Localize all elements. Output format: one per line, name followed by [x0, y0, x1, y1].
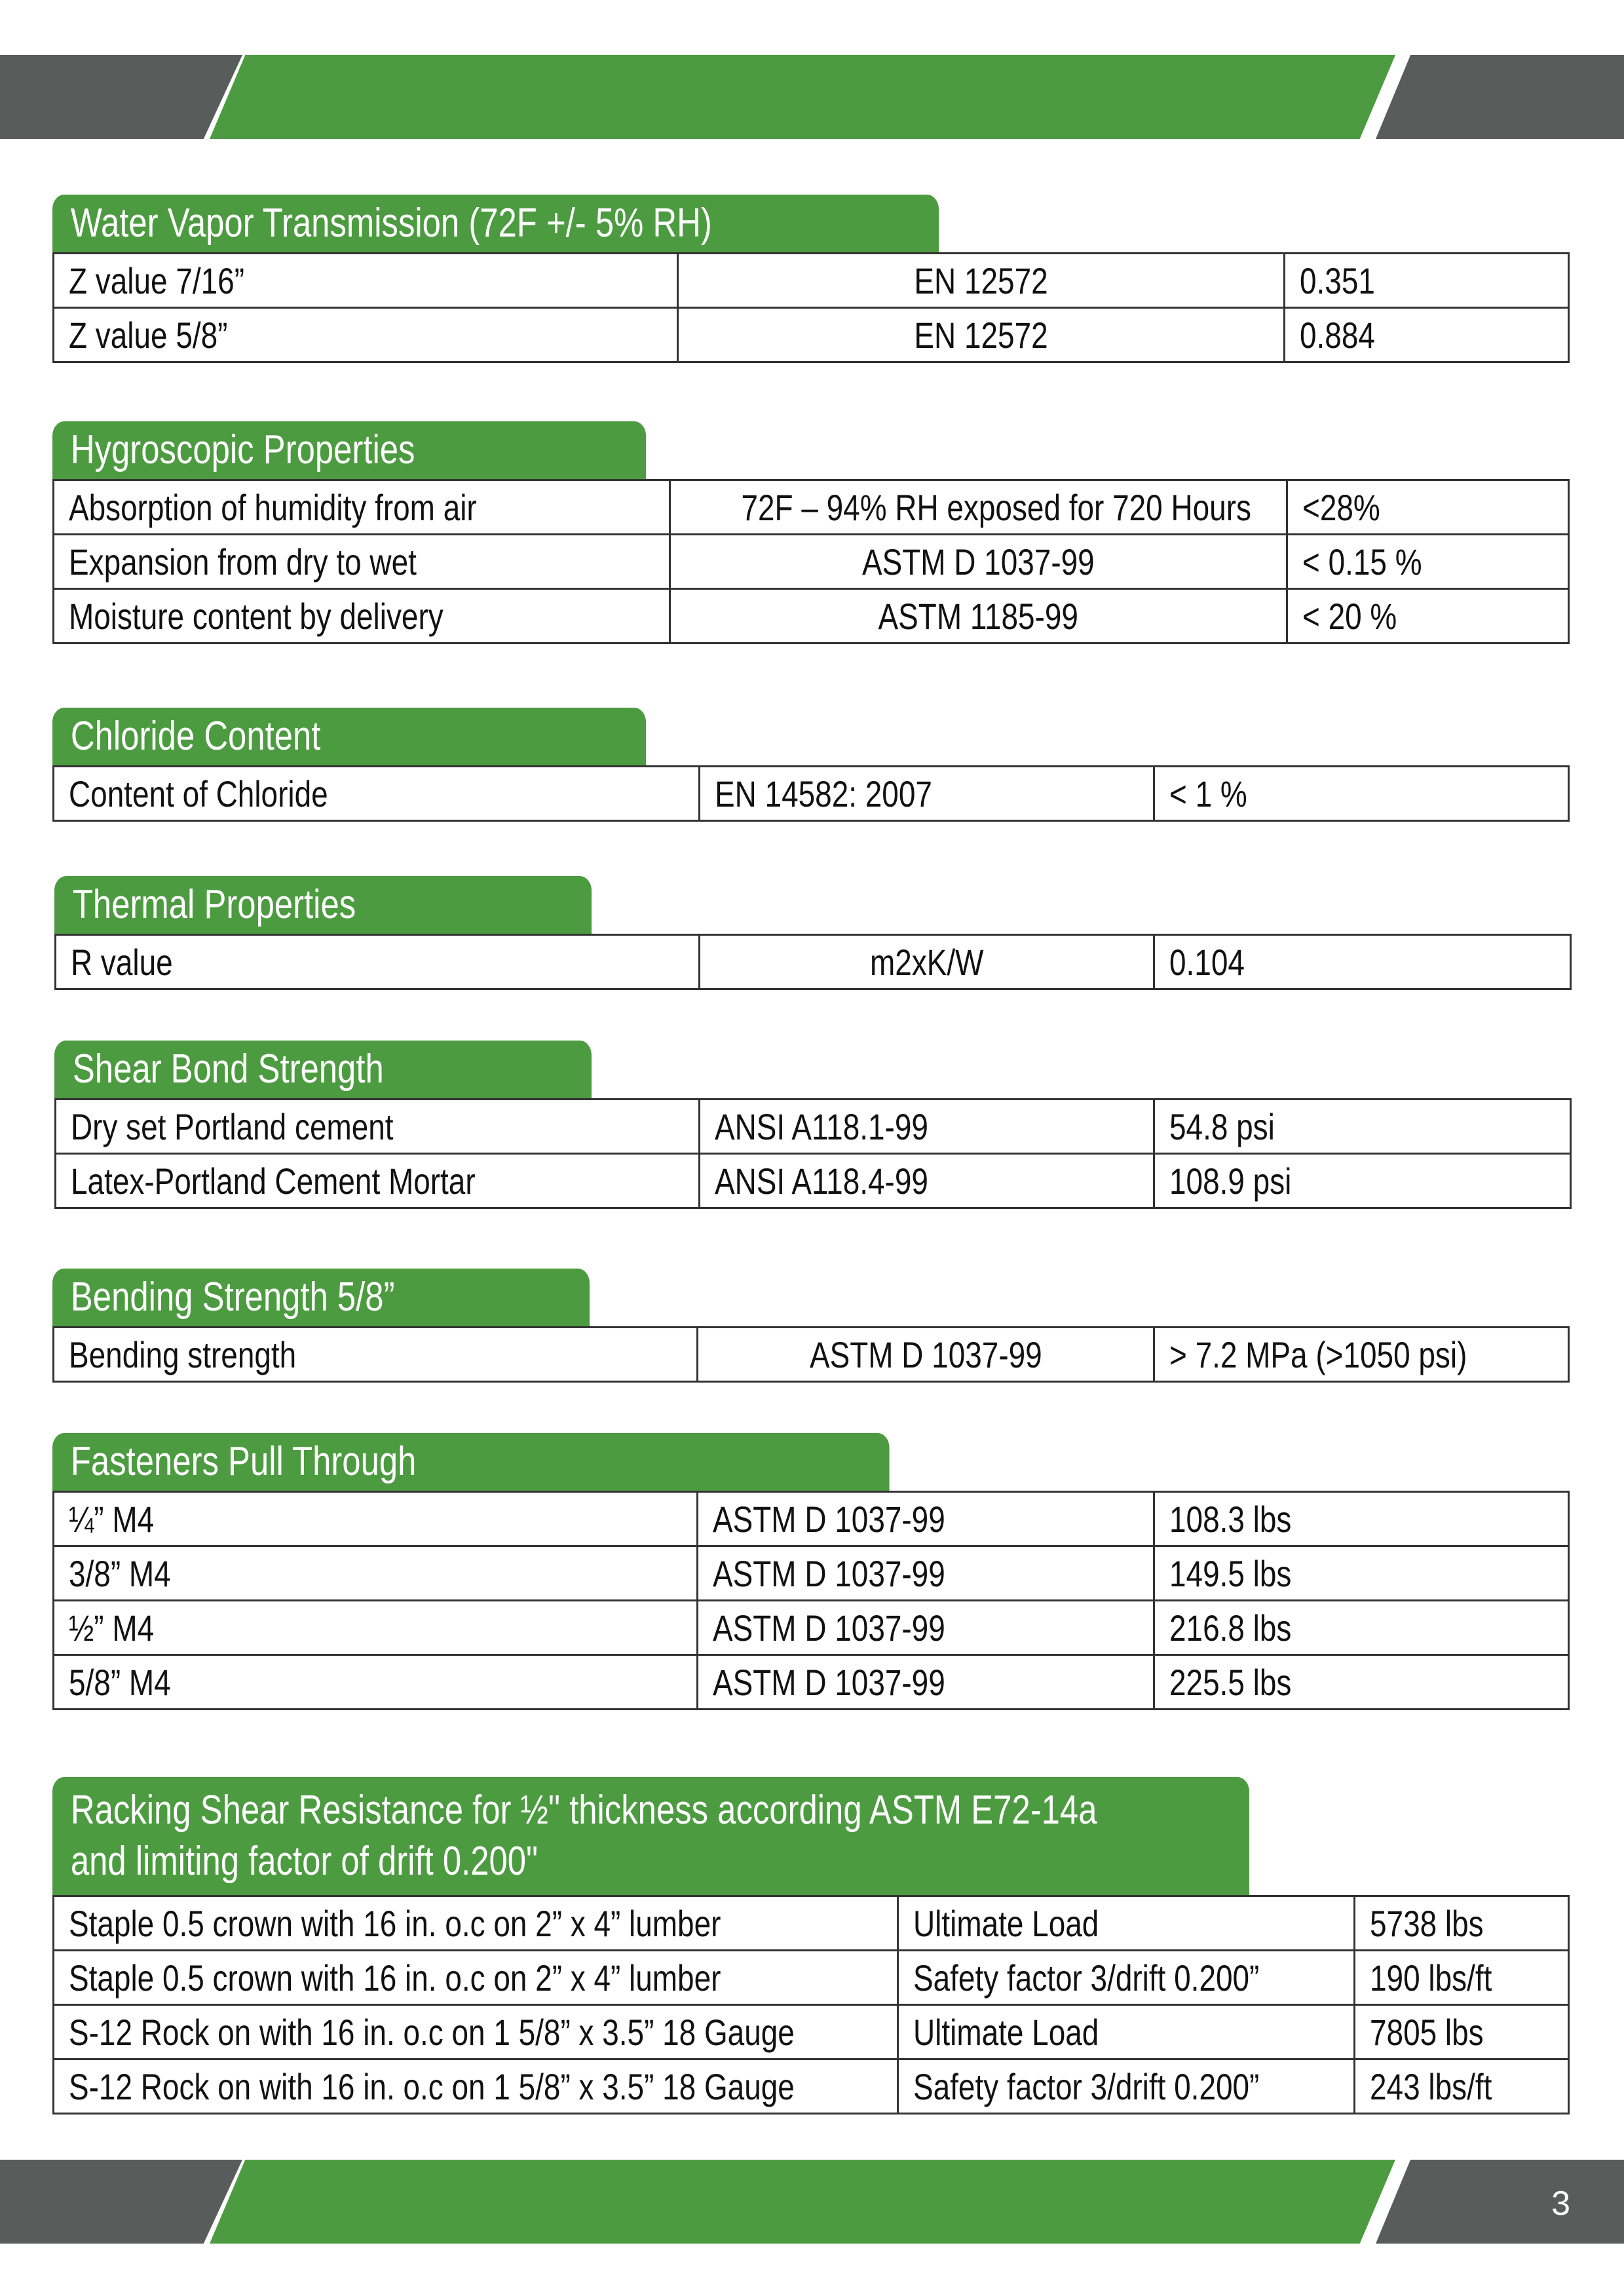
footer-band	[0, 2160, 1624, 2244]
table-row: ¼” M4 ASTM D 1037-99 108.3 lbs	[54, 1492, 1569, 1546]
footer-band-center	[210, 2160, 1395, 2244]
table-row: ½” M4 ASTM D 1037-99 216.8 lbs	[54, 1601, 1569, 1655]
section-fasteners	[52, 1433, 1568, 1710]
table-row: Absorption of humidity from air 72F – 94% RH exposed for 720 Hours <28%	[54, 480, 1569, 535]
section-title: Bending Strength 5/8”	[52, 1269, 590, 1326]
section-title: Thermal Properties	[54, 876, 592, 934]
water-vapor-table	[52, 252, 1570, 363]
table-row: Z value 5/8” EN 12572 0.884	[54, 308, 1569, 362]
table-row: 5/8” M4 ASTM D 1037-99 225.5 lbs	[54, 1655, 1569, 1710]
chloride-table	[52, 765, 1570, 822]
section-title: Water Vapor Transmission (72F +/- 5% RH)	[52, 195, 939, 252]
table-row: Expansion from dry to wet ASTM D 1037-99 < 0.15 %	[54, 535, 1569, 589]
footer-band-right	[1376, 2160, 1624, 2244]
table-row: Content of Chloride EN 14582: 2007 < 1 %	[54, 767, 1569, 821]
footer-band-left	[0, 2160, 242, 2244]
table-row: R value m2xK/W 0.104	[56, 935, 1571, 989]
page-number: 3	[1551, 2185, 1570, 2223]
table-row: Staple 0.5 crown with 16 in. o.c on 2” x 4” lumber Ultimate Load 5738 lbs	[54, 1896, 1569, 1951]
section-chloride	[52, 708, 1568, 822]
table-row: S-12 Rock on with 16 in. o.c on 1 5/8” x 3.5” 18 Gauge Ultimate Load 7805 lbs	[54, 2005, 1569, 2059]
section-water-vapor	[52, 195, 1568, 363]
section-title-line-1: Racking Shear Resistance for ½" thickness according ASTM E72-14a	[70, 1788, 1097, 1833]
thermal-table	[54, 934, 1572, 990]
table-row: Staple 0.5 crown with 16 in. o.c on 2” x 4” lumber Safety factor 3/drift 0.200” 190 lbs/ft	[54, 1951, 1569, 2005]
section-racking	[52, 1777, 1568, 2114]
header-band-center	[210, 55, 1395, 139]
fasteners-table	[52, 1491, 1570, 1710]
table-row: Bending strength ASTM D 1037-99 > 7.2 MPa (>1050 psi)	[54, 1328, 1569, 1382]
table-row: Z value 7/16” EN 12572 0.351	[54, 254, 1569, 308]
header-band-left	[0, 55, 242, 139]
shear-bond-table	[54, 1098, 1572, 1209]
section-thermal	[54, 876, 1570, 990]
table-row: Latex-Portland Cement Mortar ANSI A118.4-99 108.9 psi	[56, 1154, 1571, 1208]
section-title: Fasteners Pull Through	[52, 1433, 890, 1491]
header-band	[0, 55, 1624, 139]
table-row: Dry set Portland cement ANSI A118.1-99 54.8 psi	[56, 1100, 1571, 1154]
hygroscopic-table	[52, 479, 1570, 644]
table-row: S-12 Rock on with 16 in. o.c on 1 5/8” x 3.5” 18 Gauge Safety factor 3/drift 0.200” 243 lbs/ft	[54, 2059, 1569, 2114]
section-bending	[52, 1269, 1568, 1383]
header-band-right	[1376, 55, 1624, 139]
section-title: Chloride Content	[52, 708, 646, 765]
section-hygroscopic	[52, 421, 1568, 644]
section-shear-bond	[54, 1041, 1570, 1209]
section-title-line-2: and limiting factor of drift 0.200"	[70, 1839, 538, 1884]
bending-table	[52, 1326, 1570, 1383]
section-title: Shear Bond Strength	[54, 1041, 592, 1098]
section-title: Hygroscopic Properties	[52, 421, 646, 479]
racking-table	[52, 1895, 1570, 2114]
section-title	[52, 1777, 1249, 1895]
table-row: Moisture content by delivery ASTM 1185-99 < 20 %	[54, 589, 1569, 643]
table-row: 3/8” M4 ASTM D 1037-99 149.5 lbs	[54, 1546, 1569, 1601]
